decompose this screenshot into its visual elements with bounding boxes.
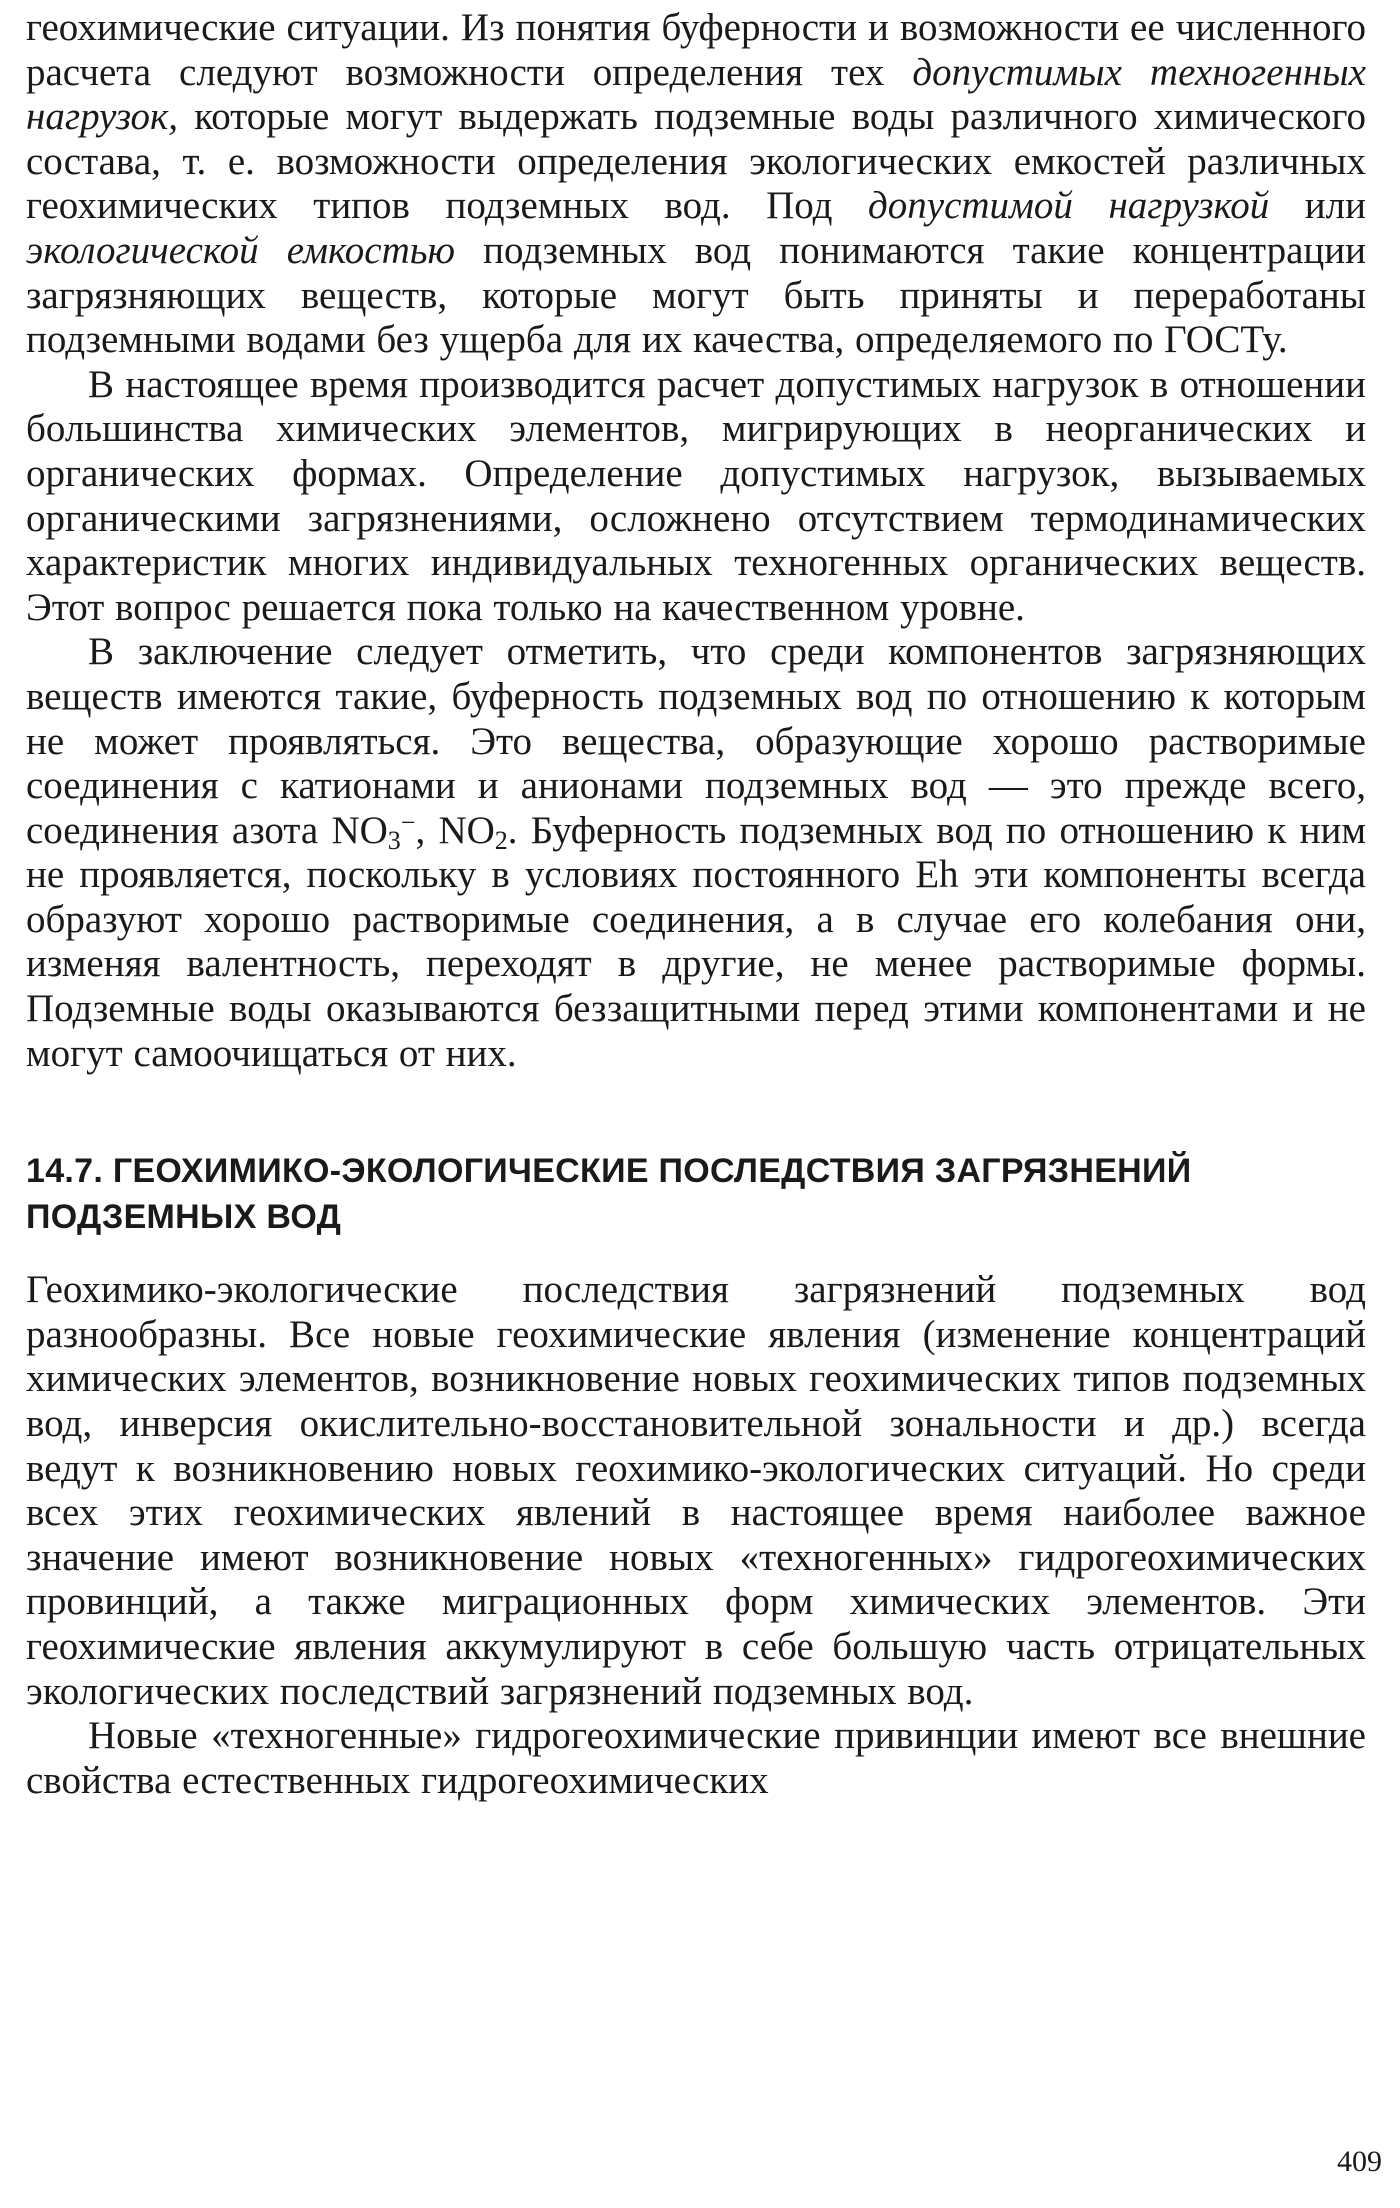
text-segment: В заключение следует отметить, что среди компонентов загрязняющих веществ имеются такие, буферность подземных вод по отношению к которым не может проявляться. Это вещества, образующие хорошо растворимые соединения с катионами и анионами подземных вод — это прежде всего, соединения азота NO <box>26 630 1366 852</box>
section-heading <box>26 1148 1366 1240</box>
superscript: − <box>400 807 416 837</box>
text-segment: , NO <box>415 808 495 852</box>
text-segment: геохимические ситуации. Из понятия буферности и возможности ее численного расчета следуют возможности определения тех <box>26 6 1366 94</box>
italic-term: допустимых техногенных нагрузок, <box>26 50 1366 139</box>
paragraph-technogenic-provinces: Новые «техногенные» гидрогеохимические привинции имеют все внешние свойства естественных гидрогеохимических <box>26 1714 1366 1802</box>
text-segment: которые могут выдержать подземные воды различного химического состава, т. е. возможности определения экологических емкостей различных геохимических типов подземных вод. Под <box>26 95 1366 228</box>
paragraph-buffering-capacity <box>26 6 1366 363</box>
section-heading-line-1: 14.7. ГЕОХИМИКО-ЭКОЛОГИЧЕСКИЕ ПОСЛЕДСТВИЯ ЗАГРЯЗНЕНИЙ <box>26 1152 1192 1191</box>
paragraph-permissible-loads: В настоящее время производится расчет допустимых нагрузок в отношении большинства химических элементов, мигрирующих в неорганических и органических формах. Определение допустимых нагрузок, вызываемых органическими загрязнениями, осложнено отсутствием термодинамических характеристик многих индивидуальных техногенных органических веществ. Этот вопрос решается пока только на качественном уровне. <box>26 362 1366 629</box>
paragraph-nitrogen-compounds <box>26 630 1366 1076</box>
page-number: 409 <box>1337 2145 1382 2178</box>
text-segment: . Буферность подземных вод по отношению к ним не проявляется, поскольку в условиях постоянного Eh эти компоненты всегда образуют хорошо растворимые соединения, а в случае его колебания они, изменяя валентность, переходят в другие, не менее растворимые формы. Подземные воды оказываются беззащитными перед этими компонентами и не могут самоочищаться от них. <box>26 808 1366 1075</box>
italic-term: допустимой нагрузкой <box>868 184 1270 228</box>
section-heading-line-2: ПОДЗЕМНЫХ ВОД <box>26 1198 342 1237</box>
subscript: 3 <box>387 825 401 855</box>
section-gap <box>26 1076 1366 1148</box>
book-page <box>26 6 1366 2196</box>
text-segment: или <box>1269 184 1366 228</box>
subscript: 2 <box>494 825 508 855</box>
heading-gap <box>26 1240 1366 1268</box>
text-segment: подземных вод понимаются такие концентрации загрязняющих веществ, которые могут быть приняты и переработаны подземными водами без ущерба для их качества, определяемого по ГОСТу. <box>26 228 1367 362</box>
italic-term: экологической емкостью <box>26 228 455 272</box>
paragraph-consequences: Геохимико-экологические последствия загрязнений подземных вод разнообразны. Все новые геохимические явления (изменение концентраций химических элементов, возникновение новых геохимических типов подземных вод, инверсия окислительно-восстановительной зональности и др.) всегда ведут к возникновению новых геохимико-экологических ситуаций. Но среди всех этих геохимических явлений в настоящее время наиболее важное значение имеют возникновение новых «техногенных» гидрогеохимических провинций, а также миграционных форм химических элементов. Эти геохимические явления аккумулируют в себе большую часть отрицательных экологических последствий загрязнений подземных вод. <box>26 1268 1366 1713</box>
